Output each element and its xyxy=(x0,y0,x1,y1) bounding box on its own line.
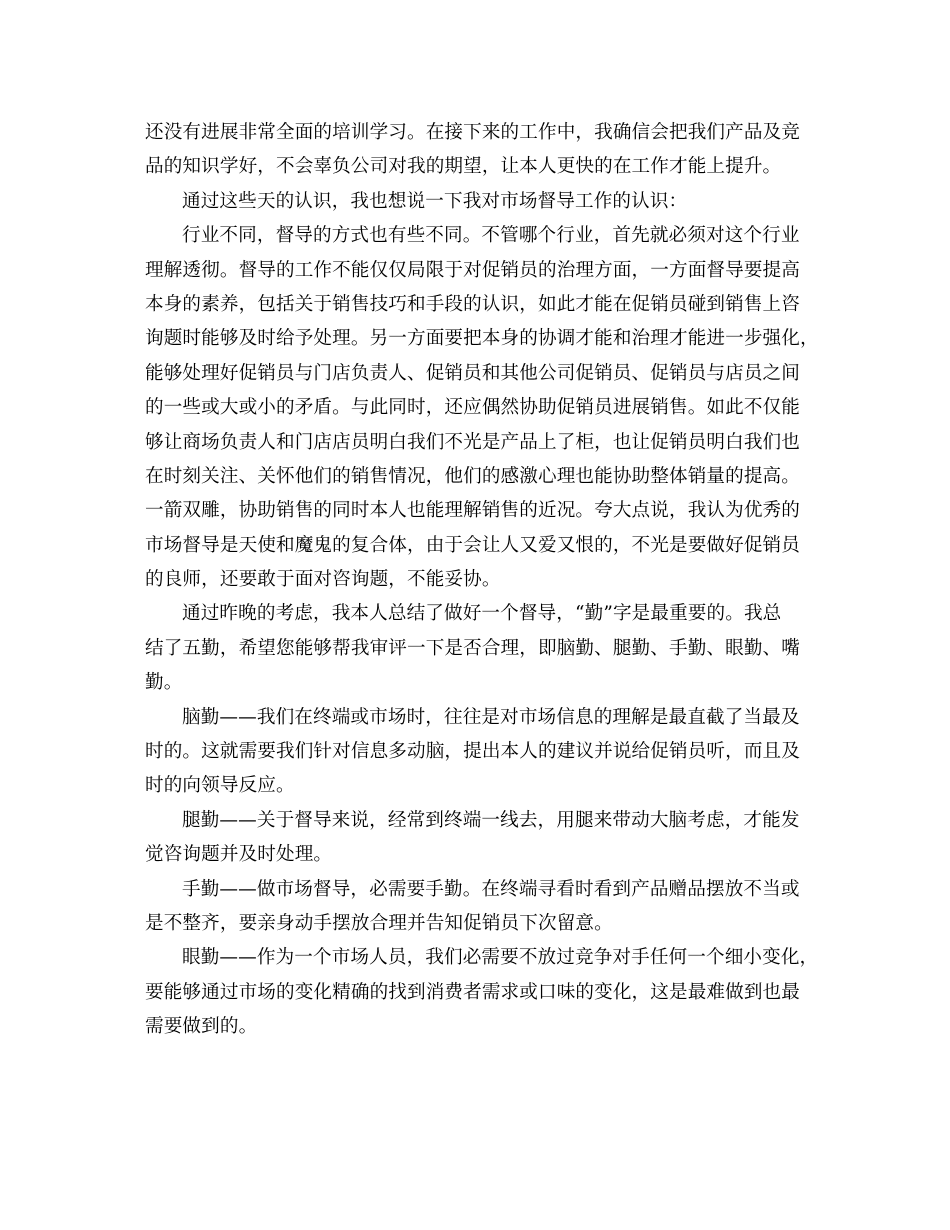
text-line: 眼勤——作为一个市场人员，我们必需要不放过竞争对手任何一个细小变化， xyxy=(182,947,819,969)
text-line: 够让商场负责人和门店店员明白我们不光是产品上了柜，也让促销员明白我们也 xyxy=(145,431,800,453)
text-line: 询题时能够及时给予处理。另一方面要把本身的协调才能和治理才能进一步强化， xyxy=(145,328,819,350)
text-line: 能够处理好促销员与门店负责人、促销员和其他公司促销员、促销员与店员之间 xyxy=(145,362,800,384)
text-line: 腿勤——关于督导来说，经常到终端一线去，用腿来带动大脑考虑，才能发 xyxy=(182,809,800,831)
text-line: 需要做到的。 xyxy=(145,1016,258,1038)
text-line: 还没有进展非常全面的培训学习。在接下来的工作中，我确信会把我们产品及竞 xyxy=(145,122,800,143)
text-line: 市场督导是天使和魔鬼的复合体，由于会让人又爱又恨的，不光是要做好促销员 xyxy=(145,534,800,556)
text-line: 时的。这就需要我们针对信息多动脑，提出本人的建议并说给促销员听，而且及 xyxy=(145,741,800,763)
text-line: 手勤——做市场督导，必需要手勤。在终端寻看时看到产品赠品摆放不当或 xyxy=(182,878,800,900)
text-line: 时的向领导反应。 xyxy=(145,775,295,797)
text-line: 通过这些天的认识，我也想说一下我对市场督导工作的认识： xyxy=(182,190,688,212)
text-line: 觉咨询题并及时处理。 xyxy=(145,844,333,866)
text-line: 要能够通过市场的变化精确的找到消费者需求或口味的变化，这是最难做到也最 xyxy=(145,981,800,1003)
text-line: 本身的素养，包括关于销售技巧和手段的认识，如此才能在促销员碰到销售上咨 xyxy=(145,293,800,315)
text-line: 品的知识学好，不会辜负公司对我的期望，让本人更快的在工作才能上提升。 xyxy=(145,156,782,178)
text-line: 理解透彻。督导的工作不能仅仅局限于对促销员的治理方面，一方面督导要提高 xyxy=(145,259,800,281)
text-line: 行业不同，督导的方式也有些不同。不管哪个行业，首先就必须对这个行业 xyxy=(182,225,800,247)
text-line: 的一些或大或小的矛盾。与此同时，还应偶然协助促销员进展销售。如此不仅能 xyxy=(145,397,800,419)
text-line: 是不整齐，要亲身动手摆放合理并告知促销员下次留意。 xyxy=(145,912,613,934)
text-line: 脑勤——我们在终端或市场时，往往是对市场信息的理解是最直截了当最及 xyxy=(182,706,800,728)
text-line: 一箭双雕，协助销售的同时本人也能理解销售的近况。夸大点说，我认为优秀的 xyxy=(145,500,800,522)
text-line: 的良师，还要敢于面对咨询题，不能妥协。 xyxy=(145,569,501,591)
text-line: 在时刻关注、关怀他们的销售情况，他们的感激心理也能协助整体销量的提高。 xyxy=(145,465,800,487)
text-line: 勤。 xyxy=(145,672,183,694)
text-line: 结了五勤，希望您能够帮我审评一下是否合理，即脑勤、腿勤、手勤、眼勤、嘴 xyxy=(145,637,800,659)
text-line: 通过昨晚的考虑，我本人总结了做好一个督导，“勤”字是最重要的。我总 xyxy=(182,603,782,625)
